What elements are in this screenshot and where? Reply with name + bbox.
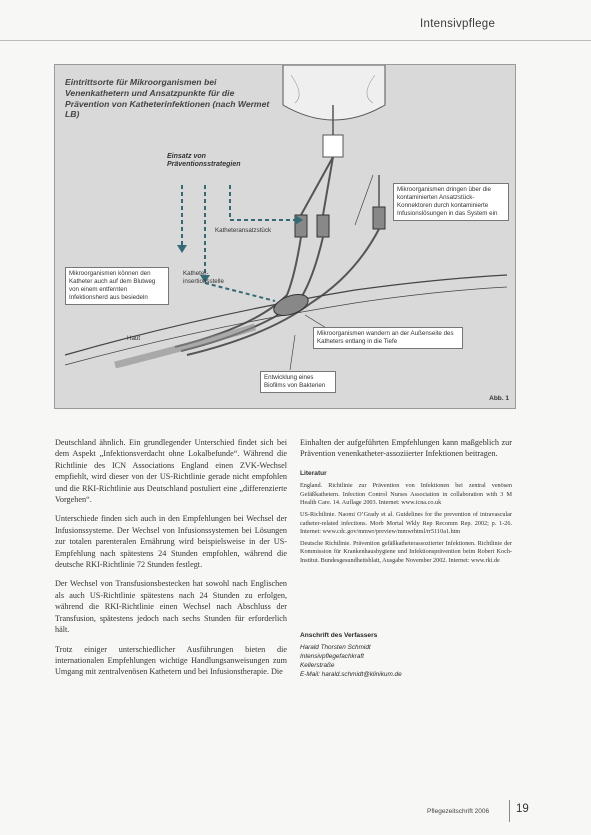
literature-item: US-Richtlinie. Naomi O’Grady et al. Guidelines for the prevention of intravascular catheter-related infections. Morb Mortal Wkly Rep Recomm Rep. 2002; p. 1-26. Internet: www.cdc.gov/mmwr/preview/mmwrhtml/rr5110a1.htm — [300, 511, 512, 536]
right-column — [300, 437, 512, 569]
contact-line: Intensivpflegefachkraft — [300, 653, 364, 660]
footer-divider — [509, 800, 510, 822]
contact-email: E-Mail: harald.schmidt@klinikum.de — [300, 671, 402, 678]
literature-heading: Literatur — [300, 469, 327, 477]
contact-heading: Anschrift des Verfassers — [300, 632, 378, 639]
label-skin: Haut — [127, 335, 141, 342]
label-bloodstream: Mikroorganismen können den Katheter auch auf dem Blutweg von einem entfernten Infektionsherd aus besiedeln — [65, 267, 169, 305]
paragraph: Der Wechsel von Transfusionsbestecken hat sowohl nach Englischen als auch US-Richtlinie spätestens nach 24 Stunden zu erfolgen, während die RKI-Richtlinie einen Wechsel nach Abschluss der Transfusion, spätestens jedoch nach sechs Stunden für erforderlich hält. — [55, 579, 287, 635]
author-contact — [300, 632, 510, 679]
label-prevention: Einsatz von Präventionsstrategien — [167, 153, 241, 168]
left-column — [55, 437, 287, 686]
contact-line: Harald Thorsten Schmidt — [300, 644, 371, 651]
figure — [54, 64, 516, 409]
label-infusion: Mikroorganismen dringen über die kontaminierten Ansatzstück-Konnektoren durch kontaminierte Infusionslösungen in das System ein — [393, 183, 509, 221]
literature-item: England. Richtlinie zur Prävention von Infektionen bei zentral venösen Gefäßkathetern. Infection Control Nurses Association in collaboration with 3 M Health Care. 14. Auflage 2003. Internet: www.icna.co.uk — [300, 482, 512, 507]
paragraph: Deutschland ähnlich. Ein grundlegender Unterschied findet sich bei dem Aspekt „Infektionsverdacht ohne Lokalbefunde“. Während die Richtlinie des ICN Associations England einen ZVK-Wechsel empfiehlt, wird dieser von der US-Richtlinie gerade nicht empfohlen und die RKI-Richtlinie aus Deutschland postuliert eine „differenzierte Vorgehen“. — [55, 438, 287, 505]
literature-item: Deutsche Richtlinie. Prävention gefäßkatheterassoziierter Infektionen. Richtlinie der Kommission für Krankenhaushygiene und Infektionsprävention beim Robert Koch-Institut. Bundesgesundheitsblatt, Ausgabe November 2002. Internet: www.rki.de — [300, 539, 512, 564]
label-migration: Mikroorganismen wandern an der Außenseite des Katheters entlang in die Tiefe — [313, 327, 463, 349]
header-divider — [0, 40, 591, 41]
paragraph: Unterschiede finden sich auch in den Empfehlungen bei Wechsel der Infusionssysteme. Der Wechsel von Infusionssystemen bei Lösungen zur totalen parenteralen Ernährung wird beispielsweise in der US-Empfehlung nach spätestens 24 Stunden empfohlen, während die deutsche RKI-Richtlinie 72 Stunden festlegt. — [55, 514, 287, 570]
journal-name: Pflegezeitschrift 2006 — [427, 808, 490, 815]
contact-line: Kellerstraße — [300, 662, 335, 669]
figure-label: Abb. 1 — [489, 395, 509, 402]
paragraph: Einhalten der aufgeführten Empfehlungen kann maßgeblich zur Prävention venenkatheter-assoziierter Infektionen beitragen. — [300, 438, 512, 459]
section-title: Intensivpflege — [420, 18, 496, 30]
label-insertion: Katheter-insertionsstelle — [183, 270, 224, 285]
label-biofilm: Entwicklung eines Biofilms von Bakterien — [260, 371, 336, 393]
paragraph: Trotz einiger unterschiedlicher Ausführungen bieten die internationalen Empfehlungen wichtige Handlungsanweisungen zum Umgang mit zentralvenösen Kathetern und bei Infusionstherapie. Die — [55, 644, 287, 677]
label-hub: Katheteransatzstück — [215, 227, 272, 234]
page-number: 19 — [516, 803, 529, 815]
figure-title: Eintrittsorte für Mikroorganismen bei Venenkathetern und Ansatzpunkte für die Prävention von Katheterinfektionen (nach Wermet LB) — [65, 77, 270, 120]
